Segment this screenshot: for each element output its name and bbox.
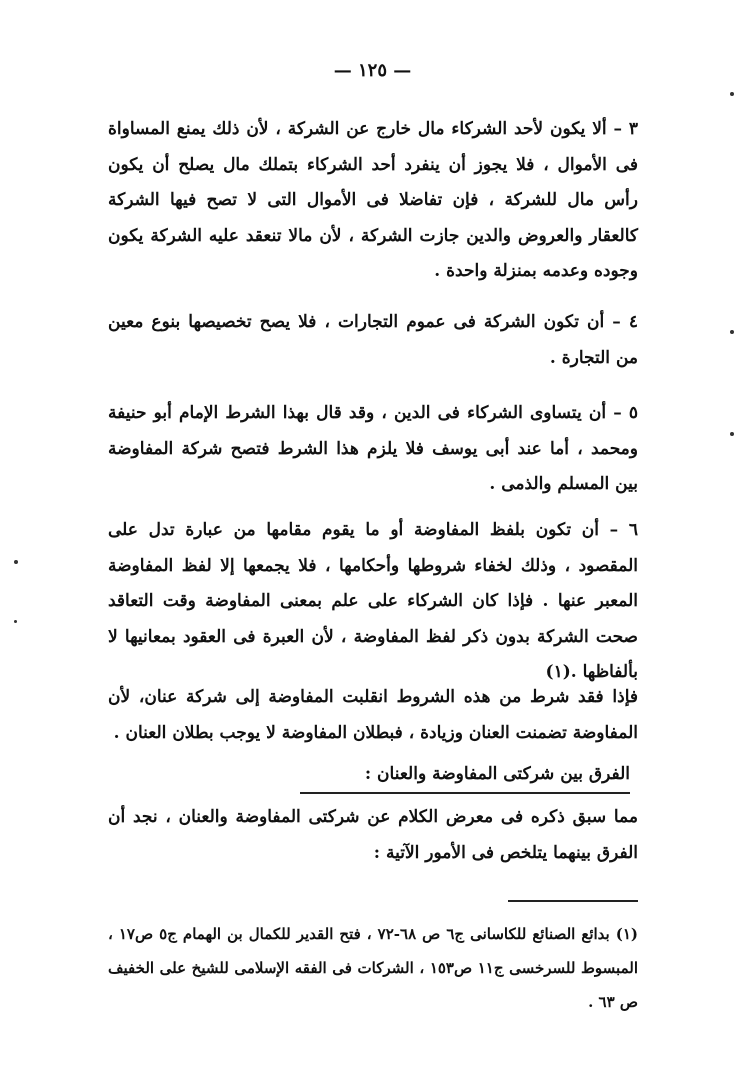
scan-speck xyxy=(730,92,734,96)
page-number: — ١٢٥ — xyxy=(333,60,412,81)
footnote-divider xyxy=(508,900,638,902)
paragraph-condition-5: ٥ – أن يتساوى الشركاء فى الدين ، وقد قال بهذا الشرط الإمام أبو حنيفة ومحمد ، أما عند أبى يوسف فلا يلزم هذا الشرط فتصح شركة المفاوضة بين المسلم والذمى . xyxy=(108,403,638,494)
footnote: (١) بدائع الصنائع للكاسانى ج٦ ص ٦٨-٧٢ ، فتح القدير للكمال بن الهمام ج٥ ص١٧ ، المبسوط للسرخسى ج١١ ص١٥٣ ، الشركات فى الفقه الإسلامى للشيخ على الخفيف ص ٦٣ . xyxy=(108,925,639,1011)
paragraph-conclusion: فإذا فقد شرط من هذه الشروط انقلبت المفاوضة إلى شركة عنان، لأن المفاوضة تضمنت العنان وزيادة ، فبطلان المفاوضة لا يوجب بطلان العنان . xyxy=(108,687,638,743)
scan-speck xyxy=(730,432,734,436)
scan-speck xyxy=(730,330,734,334)
heading-divider xyxy=(300,792,630,794)
section-heading: الفرق بين شركتى المفاوضة والعنان : xyxy=(364,764,630,784)
scan-speck xyxy=(14,620,17,623)
paragraph-section-intro: مما سبق ذكره فى معرض الكلام عن شركتى المفاوضة والعنان ، نجد أن الفرق بينهما يتلخص فى الأمور الآتية : xyxy=(108,807,638,863)
paragraph-condition-3: ٣ – ألا يكون لأحد الشركاء مال خارج عن الشركة ، لأن ذلك يمنع المساواة فى الأموال ، فلا يجوز أن ينفرد أحد الشركاء بتملك مال يصلح أن يكون رأس مال للشركة ، فإن تفاضلا فى الأموال التى لا تصح فيها الشركة كالعقار والعروض والدين جازت الشركة ، لأن مالا تنعقد عليه الشركة يكون وجوده وعدمه بمنزلة واحدة . xyxy=(108,119,638,281)
paragraph-condition-6: ٦ – أن تكون بلفظ المفاوضة أو ما يقوم مقامها من عبارة تدل على المقصود ، وذلك لخفاء شروطها وأحكامها ، فلا يجمعها إلا لفظ المفاوضة المعبر عنها . فإذا كان الشركاء على علم بمعنى المفاوضة وقت التعاقد صحت الشركة بدون ذكر لفظ المفاوضة ، لأن العبرة فى العقود بمعانيها لا بألفاظها .(١) xyxy=(108,520,638,682)
paragraph-condition-4: ٤ – أن تكون الشركة فى عموم التجارات ، فلا يصح تخصيصها بنوع معين من التجارة . xyxy=(108,312,638,368)
scan-speck xyxy=(14,560,18,564)
